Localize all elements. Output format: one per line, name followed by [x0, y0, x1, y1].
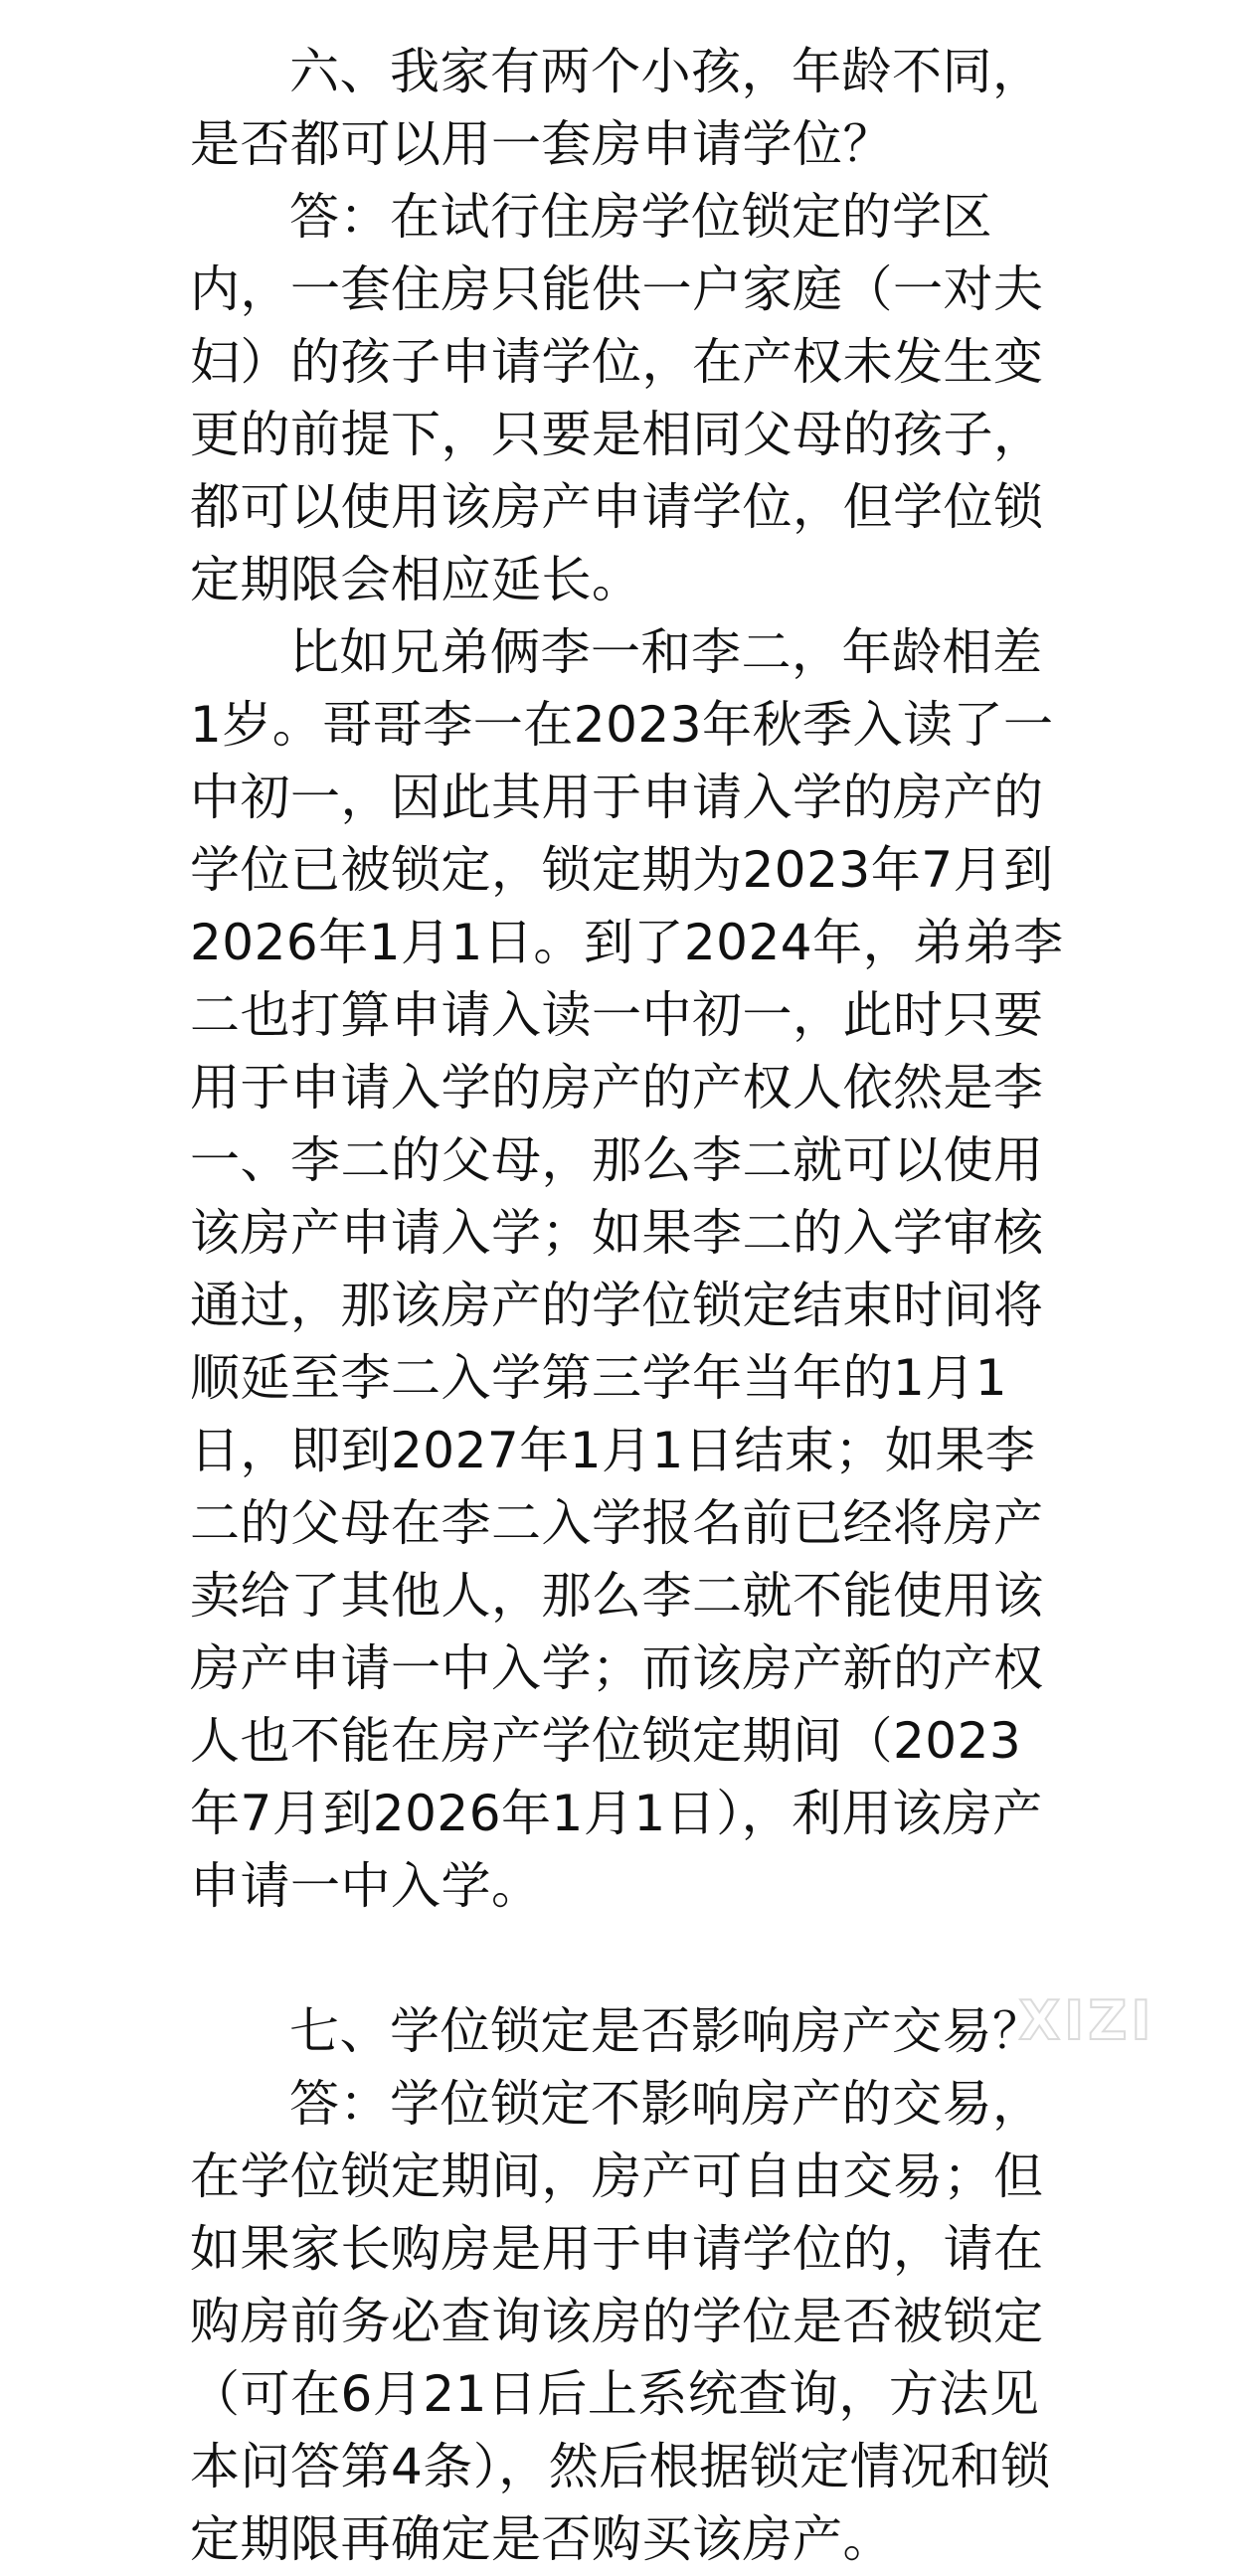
section-spacer: [190, 1923, 1067, 1995]
example-paragraph: 比如兄弟俩李一和李二，年龄相差1岁。哥哥李一在2023年秋季入读了一中初一，因此其用于申请入学的房产的学位已被锁定，锁定期为2023年7月到2026年1月1日。到了2024年，弟弟李二也打算申请入读一中初一，此时只要用于申请入学的房产的产权人依然是李一、李二的父母，那么李二就可以使用该房产申请入学；如果李二的入学审核通过，那该房产的学位锁定结束时间将顺延至李二入学第三学年当年的1月1日，即到2027年1月1日结束；如果李二的父母在李二入学报名前已经将房产卖给了其他人，那么李二就不能使用该房产申请一中入学；而该房产新的产权人也不能在房产学位锁定期间（2023年7月到2026年1月1日），利用该房产申请一中入学。: [190, 623, 1064, 1915]
answer-6-paragraph: 答：在试行住房学位锁定的学区内，一套住房只能供一户家庭（一对夫妇）的孩子申请学位，在产权未发生变更的前提下，只要是相同父母的孩子，都可以使用该房产申请学位，但学位锁定期限会相应延长。: [190, 188, 1044, 608]
question-7-heading: 七、学位锁定是否影响房产交易？: [289, 2002, 1043, 2060]
answer-7-paragraph: 答：学位锁定不影响房产的交易，在学位锁定期间，房产可自由交易；但如果家长购房是用于申请学位的，请在购房前务必查询该房的学位是否被锁定（可在6月21日后上系统查询，方法见本问答第4条），然后根据锁定情况和锁定期限再确定是否购买该房产。: [190, 2075, 1051, 2568]
question-6-heading: 六、我家有两个小孩，年龄不同，是否都可以用一套房申请学位？: [190, 43, 1043, 173]
watermark-logo: XIZI: [1018, 1988, 1155, 2052]
